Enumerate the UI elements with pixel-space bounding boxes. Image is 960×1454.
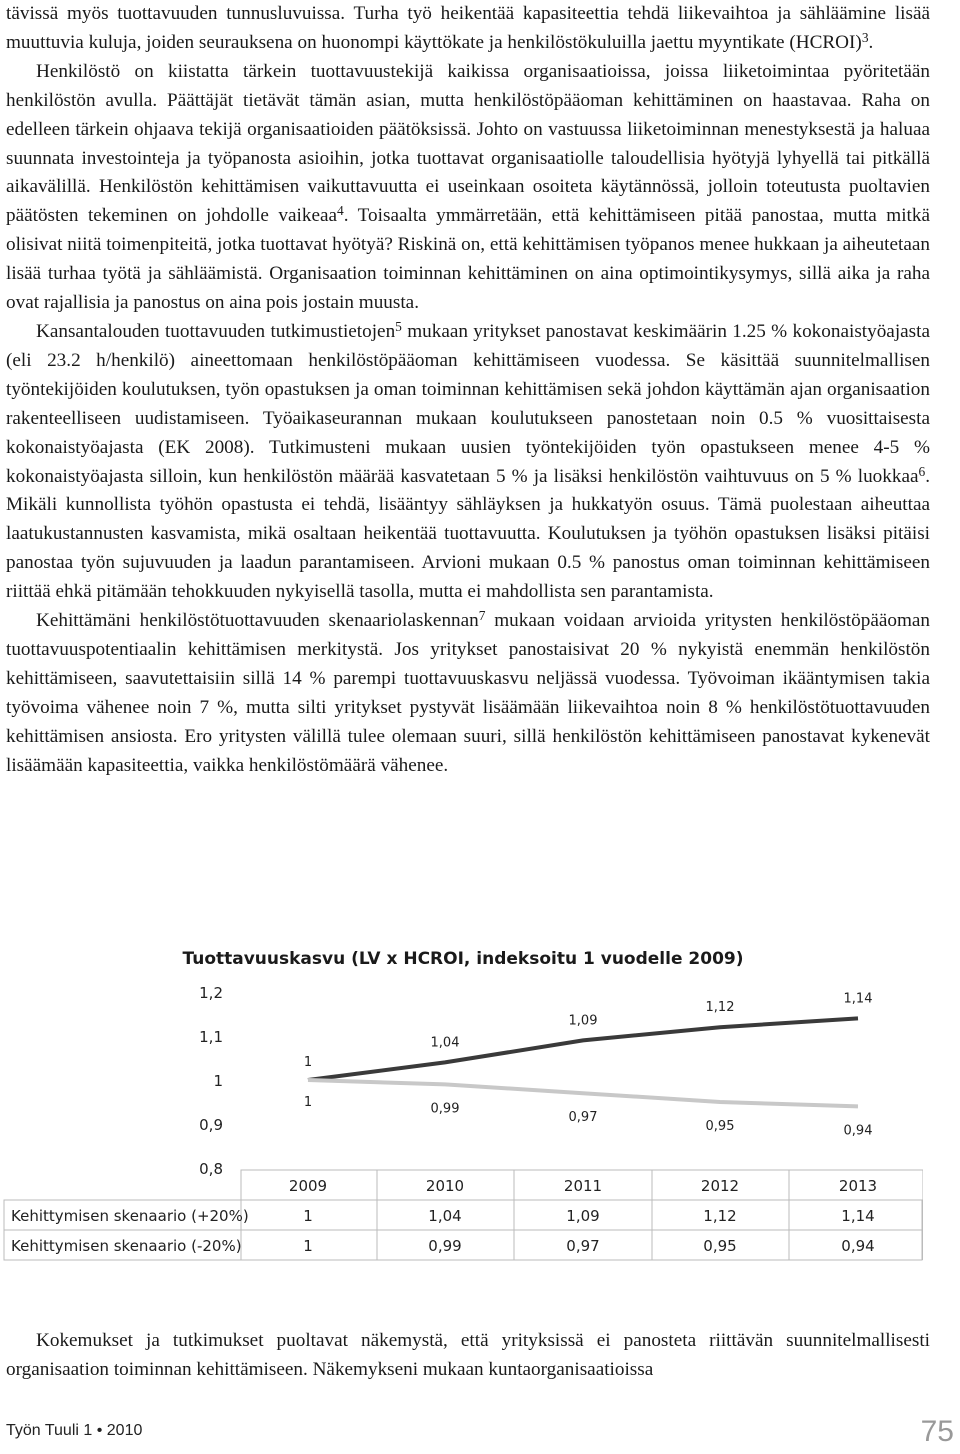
table-cell: 0,99 (428, 1237, 462, 1255)
table-cell: 0,95 (703, 1237, 737, 1255)
paragraph-1: tävissä myös tuottavuuden tunnusluvuissa. Turha työ heikentää kapasiteettia tehdä liikevaihtoa ja sähläämine lisää muuttuvia kuluja, joiden seurauksena on huonompi käyttökate ja henkilöstökuluilla jaettu myyntikate (HCROI)$^3$. (6, 3, 930, 53)
paragraph-5: Kokemukset ja tutkimukset puoltavat näkemystä, että yrityksissä ei panosteta riittävän suunnitelmallisesti organisaation toiminnan kehittämiseen. Näkemykseni mukaan kuntaorganisaatioissa (6, 1330, 930, 1380)
x-tick-label: 2009 (288, 1177, 328, 1195)
paragraph-4: Kehittämäni henkilöstötuottavuuden skenaariolaskennan$^7$ mukaan voidaan arvioida yritysten henkilöstöpääoman tuottavuuspotentiaalin kehittämisen merkitystä. Jos yritykset panostaisivat 20 % nykyistä enemmän henkilöstön kehittämiseen, saavutettaisiin sillä 14 % parempi tuottavuuskasvu neljässä vuodessa. Työvoiman ikääntymisen takia työvoima vähenee noin 7 %, mutta silti yritykset pystyvät lisäämään liikevaihtoa noin 8 % henkilöstötuottavuuden kehittämisen ansiosta. Ero yritysten välillä tulee olemaan suuri, sillä henkilöstön kehittämiseen panostavat kykenevät lisäämään kapasiteettia, vaikka henkilöstömäärä vähenee. (6, 607, 930, 776)
y-tick-label: 0,8 (199, 1160, 223, 1178)
y-tick-label: 1,1 (199, 1028, 223, 1046)
table-cell: 1,04 (428, 1207, 462, 1225)
table-cell: 1 (303, 1207, 313, 1225)
data-label: 1,09 (568, 1013, 598, 1029)
x-tick-label: 2010 (425, 1177, 465, 1195)
data-label: 1,04 (430, 1035, 460, 1051)
y-tick-label: 1,2 (199, 984, 223, 1002)
table-cell: 1,12 (703, 1207, 737, 1225)
y-tick-label: 1 (213, 1072, 223, 1090)
productivity-chart (3, 944, 923, 1262)
data-label: 0,95 (705, 1119, 735, 1134)
table-cell: 1,09 (566, 1207, 600, 1225)
data-label: 0,97 (568, 1110, 598, 1126)
journal-footer: Työn Tuuli 1 • 2010 (6, 1422, 143, 1439)
page-number: 75 (920, 1415, 954, 1448)
data-label: 0,99 (430, 1101, 460, 1117)
data-label: 1 (303, 1055, 313, 1070)
table-cell: 0,94 (841, 1237, 875, 1255)
x-tick-label: 2013 (838, 1177, 878, 1195)
data-label: 1,12 (705, 1000, 735, 1016)
x-tick-label: 2011 (563, 1177, 603, 1195)
x-tick-label: 2012 (700, 1177, 740, 1195)
footnote-ref-4[interactable]: 4 (337, 203, 344, 219)
footnote-ref-7[interactable]: 7 (478, 607, 486, 623)
y-tick-label: 0,9 (199, 1116, 223, 1134)
chart-title: Tuottavuuskasvu (LV x HCROI, indeksoitu 1 vuodelle 2009) (182, 949, 744, 969)
footnote-ref-6[interactable]: 6 (918, 463, 926, 479)
data-label: 1 (303, 1095, 313, 1110)
data-label: 0,94 (843, 1123, 873, 1139)
table-cell: 1 (303, 1237, 313, 1255)
table-cell: 0,97 (566, 1237, 600, 1255)
footnote-ref-5[interactable]: 5 (395, 318, 402, 334)
legend-entry: Kehittymisen skenaario (+20%) (11, 1207, 249, 1225)
legend-entry: Kehittymisen skenaario (-20%) (11, 1237, 242, 1255)
paragraph-3: Kansantalouden tuottavuuden tutkimustietojen$^5$ mukaan yritykset panostavat keskimäärin 1.25 % kokonaistyöajasta (eli 23.2 h/henkilö) aineettomaan henkilöstöpääoman kehittämiseen vuodessa. Se käsittää suunnitelmallisen työntekijöiden koulutuksen, työn opastuksen ja oman toiminnan kehittämisen sekä johdon käyttämän ajan organisaation rakenteelliseen uudistamiseen. Työaikaseurannan mukaan koulutukseen panostetaan noin 0.5 % vuosittaisesta kokonaistyöajasta (EK 2008). Tutkimusteni mukaan uusien työntekijöiden työn opastukseen menee 4-5 % kokonaistyöajasta silloin, kun henkilöstön määrää kasvatetaan 5 % ja lisäksi henkilöstön vaihtuvuus on 5 % luokkaa$^6$. Mikäli kunnollista työhön opastusta ei tehdä, lisääntyy sähläyksen ja hukkatyön osuus. Tämä puolestaan aiheuttaa laatukustannusten kasvamista, mikä osaltaan heikentää tuottavuutta. Koulutuksen ja työhön opastuksen lisäksi pitäisi panostaa työn sujuvuuden ja laadun parantamiseen. Arvioni mukaan 0.5 % panostus oman toiminnan kehittämiseen riittää ehkä pitämään tehokkuuden nykyisellä tasolla, mutta ei mahdollista sen parantamista. (6, 318, 930, 603)
article-body-continued (6, 1327, 930, 1385)
paragraph-2: Henkilöstö on kiistatta tärkein tuottavuustekijä kaikissa organisaatioissa, joissa liiketoimintaa pyöritetään henkilöstön avulla. Päättäjät tietävät tämän asian, mutta henkilöstöpääoman kehittäminen on haastavaa. Raha on edelleen tärkein ohjaava tekijä organisaatioiden päätöksissä. Johto on vastuussa liiketoiminnan menestyksestä ja haluaa suunnata investointeja ja työpanosta asioihin, jotka tuottavat organisaatiolle taloudellisia hyötyjä lyhyellä tai pitkällä aikavälillä. Henkilöstön kehittämisen vaikuttavuutta ei useinkaan osoiteta käytännössä, jolloin toteutusta puoltavien päätösten tekeminen on johdolle vaikeaa$^4$. Toisaalta ymmärretään, että kehittämiseen pitää panostaa, mutta mitkä olisivat niitä toimenpiteitä, jotka tuottavat hyötyä? Riskinä on, että kehittämisen työpanos menee hukkaan ja aiheutetaan lisää turhaa työtä ja sähläämistä. Organisaation toiminnan kehittäminen on aina optimointikysymys, sillä aika ja raha ovat rajallisia ja panostus on aina pois jostain muusta. (6, 60, 930, 314)
table-cell: 1,14 (841, 1207, 875, 1225)
article-body (6, 0, 930, 780)
footnote-ref-3[interactable]: 3 (861, 29, 869, 45)
data-label: 1,14 (843, 991, 873, 1007)
